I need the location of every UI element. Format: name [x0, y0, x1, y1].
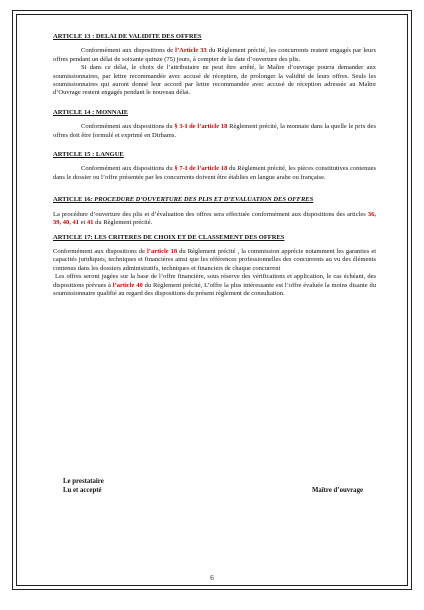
article-13-reference: l’Article 33 [175, 47, 207, 55]
article-17-title: ARTICLE 17: LES CRITERES DE CHOIX ET DE CLASSEMENT DES OFFRES [53, 233, 285, 241]
article-15-reference: § 7-I de l’article 18 [174, 165, 228, 173]
page-number: 6 [210, 574, 214, 582]
article-14-title: ARTICLE 14 : MONNAIE [53, 108, 129, 116]
article-17-reference: l’article 18 [147, 247, 178, 255]
article-17-paragraph-1: Conformément aux dispositions de l’article 18 du Règlement précité , la commission apprécie notamment les garanties et capacités juridiques, techniques et financières ainsi que les références professionnelles des concurrents au vu des éléments contenus dans les dossiers administratifs, techniques et financiers de chaque concurrent [53, 247, 377, 272]
contractor-label: Le prestataire [63, 478, 104, 485]
article-15-title: ARTICLE 15 : LANGUE [53, 151, 124, 159]
document-body [53, 33, 376, 298]
article-16-paragraph-1: La procédure d’ouverture des plis et d’évaluation des offres sera effectuée conformément aux dispositions des articles 36, 39, 40, 41 et 41 du Règlement précité. [53, 210, 376, 227]
document-page [12, 10, 412, 590]
article-13-paragraph-1: Conformément aux dispositions de l’Article 33 du Règlement précité, les concurrents restent engagés par leurs offres pendant un délai de soixante quinze (75) jours, à compter de la date d’ouverture des plis. [53, 47, 376, 63]
article-16-references: 36, 39, 40, 41 [53, 210, 376, 227]
owner-signature-label: Maître d’ouvrage [311, 487, 363, 494]
article-15-paragraph-1: Conformément aux dispositions du § 7-I de l’article 18 du Règlement précité, les pièces constitutives contenues dans le dossier ou l’offre présentée par les concurrents doivent être établies en langue arabe ou française. [53, 165, 376, 181]
article-13-title: ARTICLE 13 : DELAI DE VALIDITE DES OFFRES [53, 33, 202, 40]
article-16-title: ARTICLE 16: PROCEDURE D’OUVERTURE DES PLIS ET D’EVALUATION DES OFFRES [53, 196, 314, 204]
article-13-paragraph-2: Si dans ce délai, le choix de l’attributaire ne peut être arrêté, le Maître d’ouvrage pourra demander aux soumissionnaires, par lettre recommandée avec accusé de réception, de prolonger la validité de leurs offres. Seuls les soumissionnaires qui auront donné leur accord par lettre recommandée avec accusé de réception adressée au Maître d’Ouvrage restent engagés pendant le nouveau délai. [53, 64, 376, 97]
article-14-reference: § 3-I de l’article 18 [174, 123, 228, 131]
contractor-signature [63, 477, 104, 495]
article-17-paragraph-2: Les offres seront jugées sur la base de l’offre financière, sous réserve des vérifications et application, le cas échéant, des dispositions prévues à l’article 40 du Règlement précité, L’offre la plus intéressante est l’offre évaluée la moins disante du soumissionnaire qualifié au regard des dispositions du présent règlement de consultation. [53, 273, 376, 297]
article-17-reference-2: l’article 40 [112, 281, 143, 289]
article-14-paragraph-1: Conformément aux dispositions du § 3-I de l’article 18 Règlement précité, la monnaie dans la quelle le prix des offres doit être formulé et exprimé en Dirhams. [53, 123, 376, 139]
read-approved-label: Lu et accepté [63, 487, 102, 494]
